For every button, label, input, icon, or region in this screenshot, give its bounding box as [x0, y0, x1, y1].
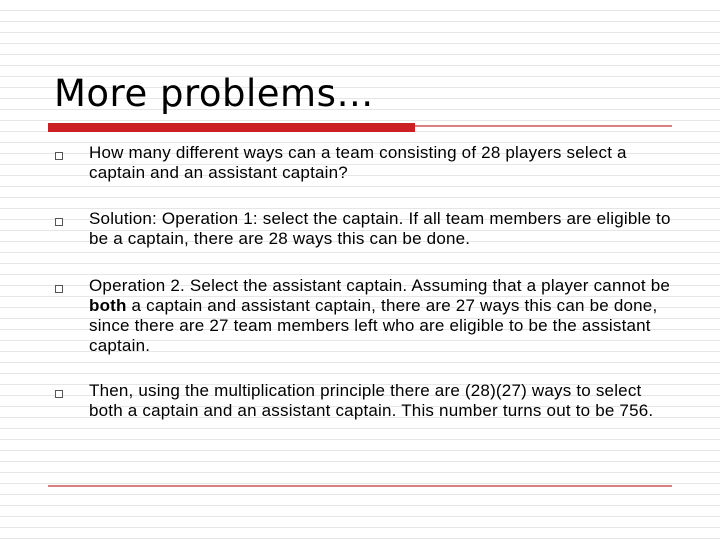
- bullet-text-operation-2: [89, 276, 674, 356]
- bullet-text-conclusion: Then, using the multiplication principle there are (28)(27) ways to select both a captain and an assistant captain. This number turns out to be 756.: [89, 381, 654, 420]
- bullet-text-operation-1: Solution: Operation 1: select the captain. If all team members are eligible to be a captain, there are 28 ways this can be done.: [89, 209, 671, 248]
- title-accent-bar: [48, 123, 415, 132]
- bullet-text-question: How many different ways can a team consisting of 28 players select a captain and an assistant captain?: [89, 143, 627, 182]
- bullet-text-part: a captain and assistant captain, there are 27 ways this can be done, since there are 27 team members left who are eligible to be the assistant captain.: [89, 296, 658, 355]
- square-bullet-icon: [55, 218, 63, 226]
- footer-divider: [48, 485, 672, 487]
- square-bullet-icon: [55, 285, 63, 293]
- emphasis-text: both: [89, 296, 127, 315]
- square-bullet-icon: [55, 152, 63, 160]
- square-bullet-icon: [55, 390, 63, 398]
- bullet-text-part: Operation 2. Select the assistant captain. Assuming that a player cannot be: [89, 276, 671, 295]
- slide-title: More problems…: [54, 72, 374, 115]
